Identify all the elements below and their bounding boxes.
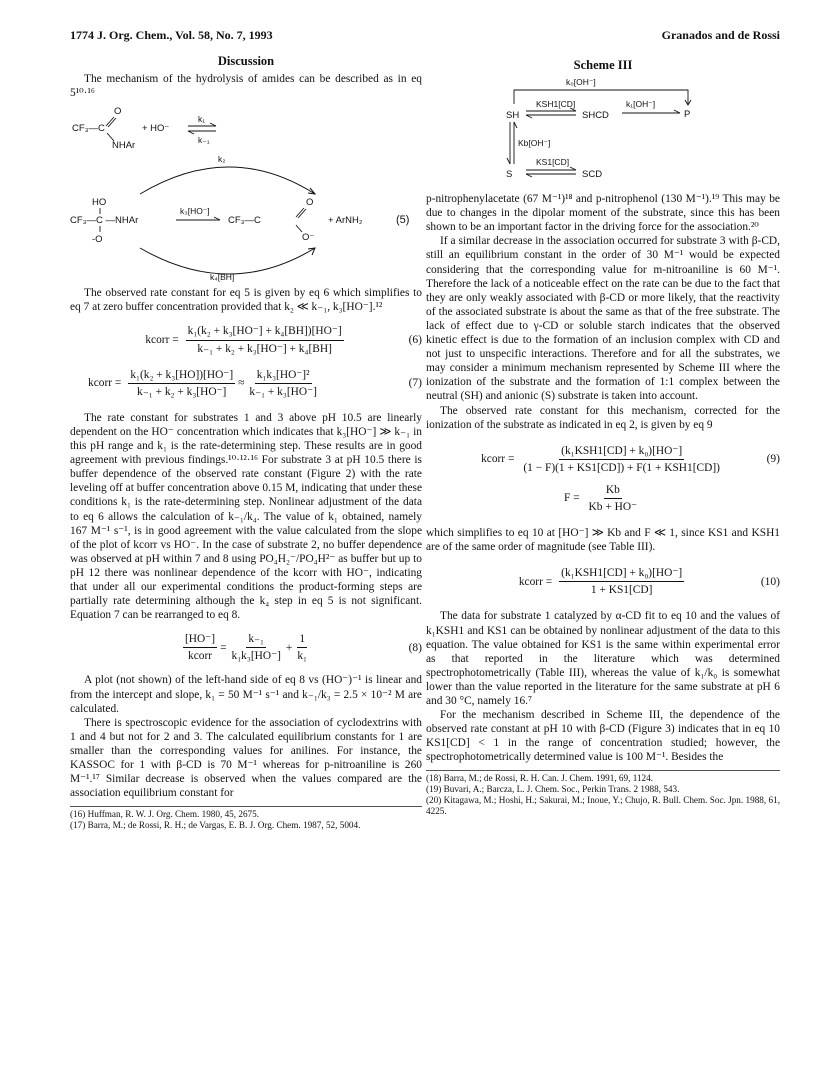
paragraph: The mechanism of the hydrolysis of amides can be described as in eq 5¹⁰·¹⁶ <box>70 73 422 100</box>
eq8-fraction-1 <box>183 632 217 663</box>
eq6-number: (6) <box>408 334 422 347</box>
eq7-fraction-2 <box>247 368 319 399</box>
eq9-numerator: (k₁KSH1[CD] + k₀)[HO⁻] <box>559 444 684 460</box>
eq8-number: (8) <box>408 641 422 654</box>
eq5-cf3c-label: CF₃—C <box>72 123 105 135</box>
paragraph: There is spectroscopic evidence for the association of cyclodextrins with 1 and 4 but not for 2 and 3. The calculated equilibrium constants for 1 are smaller than the corresponding values for anilines. For instance, the KASSOC for 1 with β-CD is 70 M⁻¹ whereas for p-nitroaniline is 260 M⁻¹.¹⁷ Similar decrease is observed when the values compared are the association equilibrium constant for <box>70 716 422 800</box>
eq5-km1-label: k₋₁ <box>198 135 210 146</box>
left-column <box>70 54 422 831</box>
running-header-left: 1774 J. Org. Chem., Vol. 58, No. 7, 1993 <box>70 28 273 42</box>
eq10-denominator: 1 + KS1[CD] <box>590 584 653 597</box>
paragraph: The rate constant for substrates 1 and 3 above pH 10.5 are linearly dependent on the HO⁻ concentration which indicates that k₃[HO⁻] ≫ k₋₁ in this pH range and k₁ is the rate-determining step. These results are in good agreement with previous findings.¹⁰·¹²·¹⁶ For substrate 3 at pH 10.5 there is buffer dependence of the observed rate constant (Figure 2) with the rate leveling off at buffer concentration above 0.15 M, indicating that under these conditions k₁ is the rate-determining step. Nonlinear adjustment of the data to eq 6 allows the calculation of k₋₁/k₄. The value of k₁ obtained, namely 167 M⁻¹ s⁻¹, is in good agreement with the value calculated from the slope of the plot of kcorr vs HO⁻. In the case of substrate 2, no buffer dependence was observed at pH within 7 and 8 using PO₄H₂⁻/PO₄H²⁻ as buffer but up to pH 12 there was nonlinear dependence of the kcorr with HO⁻, indicating that under all our experimental conditions the product-forming steps are partially rate determining although the k₄ step in eq 5 is not significant. Equation 7 can be rearranged to eq 8. <box>70 411 422 622</box>
scheme-k0-label: k₀[OH⁻] <box>566 77 596 88</box>
eq5-o-label: O <box>114 106 122 118</box>
eq5-k2-arc <box>140 167 315 194</box>
eq5-arnh2-label: + ArNH₂ <box>328 215 363 227</box>
eq7-fraction-1 <box>128 368 235 399</box>
equation-f <box>426 483 780 514</box>
footnote: (16) Huffman, R. W. J. Org. Chem. 1980, 45, 2675. <box>70 809 260 820</box>
eq10-numerator: (k₁KSH1[CD] + k₀)[HO⁻] <box>559 566 684 582</box>
equation-7 <box>88 368 422 399</box>
mechanism-eq5-diagram <box>70 102 422 282</box>
scheme-arrowhead <box>507 158 510 164</box>
eq8-numerator-3: 1 <box>297 632 307 648</box>
scheme-ksh1-label: KSH1[CD] <box>536 99 576 110</box>
eq5-k1-label: k₁ <box>198 114 206 125</box>
scheme-sh: SH <box>506 110 520 122</box>
footnote: (19) Buvari, A.; Barcza, L. J. Chem. Soc., Perkin Trans. 2 1988, 543. <box>426 784 680 795</box>
eq7-denominator-1: k₋₁ + k₂ + k₃[HO⁻] <box>137 385 227 398</box>
eq8-numerator-2: k₋₁ <box>246 632 266 648</box>
eq8-denominator-2: k₁k₃[HO⁻] <box>231 650 281 663</box>
eq7-lhs: kcorr = <box>88 377 122 390</box>
eq5-arrowhead <box>308 188 315 194</box>
eq7-approx: ≈ <box>238 377 245 390</box>
running-header-right: Granados and de Rossi <box>661 28 780 42</box>
eq7-numerator-2: k₁k₃[HO⁻]² <box>255 368 312 384</box>
paragraph: which simplifies to eq 10 at [HO⁻] ≫ Kb and F ≪ 1, since KS1 and KSH1 are of the same order of magnitude (see Table III). <box>426 527 780 554</box>
scheme-scd: SCD <box>582 169 603 181</box>
eq5-intermediate-label: CF₃—C —NHAr <box>70 215 139 227</box>
eq8-fraction-2 <box>230 632 283 663</box>
equation-8 <box>70 632 422 663</box>
eq5-ho-label: HO <box>92 197 107 209</box>
equation-9 <box>426 444 780 475</box>
eq5-nhar-label: NHAr <box>112 140 136 152</box>
paragraph: A plot (not shown) of the left-hand side of eq 8 vs (HO⁻)⁻¹ is linear and from the intercept and slope, k₁ = 50 M⁻¹ s⁻¹ and k₋₁/k₃ = 2.5 × 10⁻² M are calculated. <box>70 674 422 715</box>
eq7-numerator-1: k₁(k₂ + k₃[HO])[HO⁻] <box>128 368 235 384</box>
footnote: (20) Kitagawa, M.; Hoshi, H.; Sakurai, M.; Inoue, Y.; Chujo, R. Bull. Chem. Soc. Jpn. 1988, 61, 4225. <box>426 795 780 817</box>
section-heading: Discussion <box>217 54 275 68</box>
eq9-denominator: (1 − F)(1 + KS1[CD]) + F(1 + KSH1[CD]) <box>523 461 720 474</box>
eq5-k4-label: k₄[BH] <box>210 272 235 283</box>
eq6-lhs: kcorr = <box>145 334 179 347</box>
eq8-denominator-3: k₁ <box>297 650 307 663</box>
paragraph: The data for substrate 1 catalyzed by α-CD fit to eq 10 and the values of k₁KSH1 and KS1 can be obtained by nonlinear adjustment of the data to this equation. The value obtained for KS1 is the same within experimental error as that reported in the literature which was determined spectrophotometrically (Table III), whereas the value of k₁/k₀ is somewhat lower than the value reported in the literature for the same substrate at pH 6 and 30 °C, namely 16.⁷ <box>426 610 780 707</box>
scheme-p: P <box>684 109 691 121</box>
equation-6 <box>70 324 422 355</box>
footnote: (18) Barra, M.; de Rossi, R. H. Can. J. Chem. 1991, 69, 1124. <box>426 773 654 784</box>
eq6-denominator: k₋₁ + k₂ + k₃[HO⁻] + k₄[BH] <box>197 342 332 355</box>
eq5-product-ominus-label: O⁻ <box>302 232 315 244</box>
paragraph: For the mechanism described in Scheme III, the dependence of the observed rate constant at pH 10 with β-CD (Figure 3) indicates that in eq 10 KS1[CD] < 1 in the range of concentration studied; however, the spectrophotometrically determined value is 100 M⁻¹. Besides the <box>426 709 780 764</box>
eq9-lhs: kcorr = <box>481 453 515 466</box>
eq8-plus: + <box>285 641 293 654</box>
paragraph: The observed rate constant for this mechanism, corrected for the ionization of the substrate as indicated in eq 2, is given by eq 9 <box>426 404 780 431</box>
eq5-bond <box>296 225 302 232</box>
eq8-denominator-1: kcorr <box>188 650 213 663</box>
eqf-denominator: Kb + HO⁻ <box>588 500 638 513</box>
paragraph: p-nitrophenylacetate (67 M⁻¹)¹⁸ and p-nitrophenol (130 M⁻¹).¹⁹ This may be due to changes in the dipolar moment of the substrate, since this has been shown to be an important factor in the driving force for the association.²⁰ <box>426 193 780 234</box>
scheme-arrowhead <box>514 122 517 128</box>
eq8-fraction-3 <box>295 632 309 663</box>
eq5-k4-arc <box>140 248 315 274</box>
eqf-fraction <box>587 483 640 514</box>
equation-10 <box>426 566 780 597</box>
scheme-shcd: SHCD <box>582 110 609 122</box>
scheme-iii-diagram <box>426 76 780 184</box>
eq9-number: (9) <box>766 453 780 466</box>
footnote-rule <box>426 770 780 771</box>
eq5-plus-ho-label: + HO⁻ <box>142 123 170 135</box>
scheme-k1-label: k₁[OH⁻] <box>626 99 656 110</box>
paragraph: If a similar decrease in the association occurred for substrate 3 with β-CD, still an equilibrium constant in the order of 30 M⁻¹ would be expected considering that the corresponding value for m-nitroaniline is 60 M⁻¹. Therefore the lack of a noticeable effect on the rate can be due to the fact that they are only weakly associated with β-CD or more likely, that the reactivity of the associated substrate is about the same as that of the free substrate. The lack of effect due to γ-CD or soluble starch indicates that the observed kinetic effect is due to the formation of an inclusion complex with CD and not just to unspecific interactions. Therefore and for all the substrates, we may consider a minimum mechanism represented by Scheme III where the ionization of the substrate and the formation of 1:1 complex between the neutral (SH) and anionic (S) substrate is taken into account. <box>426 235 780 403</box>
eq8-numerator-1: [HO⁻] <box>183 632 217 648</box>
eq7-number: (7) <box>408 377 422 390</box>
eq10-fraction <box>559 566 684 597</box>
eq5-ominus-label: -O <box>92 234 103 246</box>
eqf-lhs: F = <box>563 492 580 505</box>
eq5-k2-label: k₂ <box>218 154 226 165</box>
paragraph: The observed rate constant for eq 5 is given by eq 6 which simplifies to eq 7 at zero buffer concentration provided that k₂ ≪ k₋₁, k₃[HO⁻].¹² <box>70 287 422 314</box>
eq6-numerator: k₁(k₂ + k₃[HO⁻] + k₄[BH])[HO⁻] <box>186 324 344 340</box>
eq9-fraction <box>521 444 722 475</box>
eq5-product-o-label: O <box>306 197 314 209</box>
scheme-ks1-label: KS1[CD] <box>536 157 570 168</box>
eq5-number: (5) <box>396 214 410 227</box>
eq5-k3-label: k₃[HO⁻] <box>180 206 210 217</box>
eq7-denominator-2: k₋₁ + k₃[HO⁻] <box>249 385 317 398</box>
footnote: (17) Barra, M.; de Rossi, R. H.; de Vargas, E. B. J. Org. Chem. 1987, 52, 5004. <box>70 820 361 831</box>
eq10-lhs: kcorr = <box>518 575 553 588</box>
eq8-equals: = <box>220 641 227 654</box>
scheme-s: S <box>506 169 513 181</box>
right-column <box>426 58 780 817</box>
eq10-number: (10) <box>760 575 780 588</box>
scheme-title: Scheme III <box>573 58 633 72</box>
footnote-rule <box>70 806 422 807</box>
eq5-product-label: CF₃—C <box>228 215 261 227</box>
eqf-numerator: Kb <box>604 483 622 499</box>
scheme-kb-label: Kb[OH⁻] <box>518 138 551 149</box>
eq6-fraction <box>186 324 344 355</box>
